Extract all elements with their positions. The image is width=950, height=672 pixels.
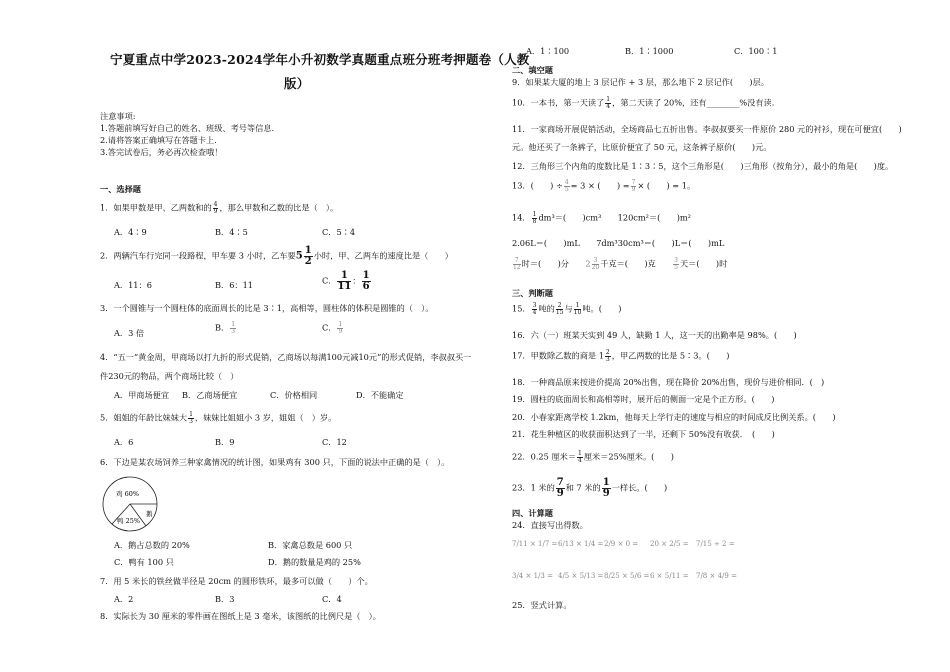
question-9: 9．如果某大厦的地上 3 层记作 + 3 层，那么地下 2 层记作( )层。 xyxy=(512,77,769,87)
question-1: 1．如果甲数是甲、乙两数和的 $\frac{4}{9}$ ，那么甲数和乙数的比是（ ）。 xyxy=(100,201,339,215)
option-a: A．11：6 xyxy=(114,280,152,290)
question-23: 23．1 米的 $\frac{7}{9}$ 和 7 米的 $\frac{1}{9}$ 一样长。( ) xyxy=(512,477,668,499)
option-c: C． $\frac{1}{9}$ xyxy=(322,321,343,335)
question-11-line2: 元。他还买了一条裤子，比原价便宜了 50 元，这条裤子原价( )元。 xyxy=(512,142,772,152)
option-c: C．4 xyxy=(322,594,342,604)
pie-label-chicken: 鸡 60% xyxy=(116,490,140,498)
option-b: B．3 xyxy=(215,594,235,604)
poultry-pie-chart xyxy=(100,474,160,534)
option-b: B．4∶5 xyxy=(215,227,248,237)
option-c: C． $\frac{1}{11}$ ： $\frac{1}{6}$ xyxy=(322,270,370,292)
question-10: 10．一本书，第一天读了 $\frac{1}{4}$ ，第二天读了 20%，还有________%没有读. xyxy=(512,96,775,110)
question-16: 16．六（一）班某天实到 49 人，缺勤 1 人，这一天的出勤率是 98%。( ) xyxy=(512,330,797,340)
question-4-line2: 件230元的物品，两个商场比较（ ） xyxy=(100,371,239,381)
exam-title-line2: 版） xyxy=(284,76,310,91)
calc-item: 3/4 × 1/3 = xyxy=(512,572,553,580)
option-c: C．5∶4 xyxy=(322,227,356,237)
option-a: A．4∶9 xyxy=(114,227,147,237)
note-item: 1.答题前填写好自己的姓名、班级、考号等信息. xyxy=(100,123,275,133)
notes-heading: 注意事项: xyxy=(100,111,136,121)
calc-item: 7/8 × 4/9 = xyxy=(696,572,737,580)
calc-item: 2/9 × 0 = xyxy=(604,540,639,548)
option-b: B． $\frac{1}{3}$ xyxy=(215,321,236,335)
option-d: D．不能确定 xyxy=(356,390,404,400)
option-b: B．9 xyxy=(215,437,235,447)
fraction: $\frac{4}{9}$ xyxy=(213,201,218,215)
section-heading-fill: 二、填空题 xyxy=(512,65,553,75)
question-7: 7．用 5 米长的铁丝做半径是 20cm 的圆形铁环，最多可以做（ ）个。 xyxy=(100,576,373,586)
question-25: 25．竖式计算。 xyxy=(512,600,572,610)
question-8: 8．实际长为 30 厘米的零件画在图纸上是 3 毫米，该图纸的比例尺是（ ）。 xyxy=(100,611,381,621)
option-a: A．6 xyxy=(114,437,134,447)
option-b: B．乙商场便宜 xyxy=(182,390,238,400)
note-item: 3.答完试卷后，务必再次检查哦！ xyxy=(100,147,223,157)
option-a: A．甲商场便宜 xyxy=(114,390,170,400)
option-b: B．家禽总数是 600 只 xyxy=(268,540,353,550)
question-24: 24．直接写出得数。 xyxy=(512,520,588,530)
section-heading-calc: 四、计算题 xyxy=(512,508,553,518)
option-b: B．6：11 xyxy=(215,280,254,290)
calc-item: 6 × 5/11 = xyxy=(650,572,689,580)
option-a: A．2 xyxy=(114,594,134,604)
exam-title-line1: 宁夏重点中学2023-2024学年小升初数学真题重点班分班考押题卷（人教 xyxy=(110,52,530,67)
fraction: $\frac{1}{2}$ xyxy=(304,245,312,267)
question-14: 14． $\frac{1}{8}$ dm³＝( )cm³ 120cm²＝( )m² xyxy=(512,211,691,225)
section-heading-choice: 一、选择题 xyxy=(100,184,141,194)
question-21: 21．花生种植区的收获面积达到了一半，还剩下 50%没有收获． ( ) xyxy=(512,429,775,439)
option-c: C．鸭有 100 只 xyxy=(114,557,174,567)
question-14-part2: 2.06L＝( )mL 7dm³30cm³＝( )L＝( )mL xyxy=(512,238,725,248)
calc-item: 20 × 2/5 = xyxy=(650,540,689,548)
section-heading-judge: 三、判断题 xyxy=(512,288,553,298)
question-12: 12．三角形三个内角的度数比是 1∶3∶5，这个三角形是( )三角形（按角分），最小的角是( )度。 xyxy=(512,161,894,171)
calc-item: 7/11 × 1/7 = xyxy=(512,540,558,548)
calc-item: 4/5 × 5/13 = xyxy=(558,572,604,580)
option-c: C．12 xyxy=(322,437,347,447)
option-d: D．鹅的数量是鸡的 25% xyxy=(268,557,361,567)
question-19: 19．圆柱的底面周长和高相等时，展开后的侧面一定是个正方形。( ) xyxy=(512,394,775,404)
question-17: 17．甲数除乙数的商是 1 $\frac{2}{3}$ ，甲乙两数的比是 5∶3。( ) xyxy=(512,349,730,363)
option-a: A．3 倍 xyxy=(114,328,145,338)
question-22: 22．0.25 厘米＝ $\frac{1}{4}$ 厘米＝25%厘米。( ) xyxy=(512,450,674,464)
calc-item: 6/13 × 1/4 = xyxy=(558,540,604,548)
question-18: 18．一种商品原来按进价提高 20%出售，现在降价 20%出售，现价与进价相同．( ) xyxy=(512,377,825,387)
option-c: C．100∶1 xyxy=(734,46,778,56)
option-a: A．1∶100 xyxy=(526,46,570,56)
option-c: C．价格相同 xyxy=(270,390,318,400)
option-b: B．1∶1000 xyxy=(625,46,674,56)
question-5: 5．姐姐的年龄比妹妹大 $\frac{1}{3}$ ，妹妹比姐姐小 3 岁，姐姐（ ）岁。 xyxy=(100,411,337,425)
calc-item: 7/15 ÷ 2 = xyxy=(696,540,735,548)
option-a: A．鹅占总数的 20% xyxy=(114,540,190,550)
question-13: 13．( ) ÷ $\frac{4}{5}$ = 3 × ( ) = $\frac{7}{9}$ × ( ) = 1。 xyxy=(512,179,696,193)
pie-label-goose: 鹅 xyxy=(146,510,153,518)
question-2: 2．两辆汽车行完同一段路程，甲车要 3 小时，乙车要5 $\frac{1}{2}$ 小时，甲、乙两车的速度比是（ ） xyxy=(100,245,453,267)
note-item: 2.请将答案正确填写在答题卡上. xyxy=(100,135,217,145)
question-14-part3: $\frac{7}{12}$ 时＝( )分 2 $\frac{3}{20}$ 千克＝( )克 $\frac{3}{5}$ 天＝( )时 xyxy=(513,257,728,271)
question-3: 3．一个圆锥与一个圆柱体的底面周长的比是 3∶1，高相等，圆柱体的体积是圆锥的（ ）。 xyxy=(100,303,434,313)
pie-label-duck: 鸭 25% xyxy=(117,517,141,525)
question-11-line1: 11．一家商场开展促销活动，全场商品七五折出售。李叔叔要买一件原价 280 元的衬衫，现在可便宜( ) xyxy=(512,124,902,134)
question-15: 15． $\frac{3}{4}$ 吨的 $\frac{2}{15}$ 与 $\frac{1}{10}$ 吨。( ) xyxy=(512,302,622,316)
question-4-line1: 4．“五一”黄金周，甲商场以打九折的形式促销，乙商场以每满100元减10元”的形式促销，李叔叔买一 xyxy=(100,352,472,362)
question-20: 20．小春家距离学校 1.2km，他每天上学行走的速度与相应的时间成反比例关系。( ) xyxy=(512,412,836,422)
question-6: 6．下边是某农场饲养三种家禽情况的统计图，如果鸡有 300 只，下面的说法中正确的是（ ）。 xyxy=(100,457,450,467)
calc-item: 8/25 × 5/6 = xyxy=(604,572,650,580)
